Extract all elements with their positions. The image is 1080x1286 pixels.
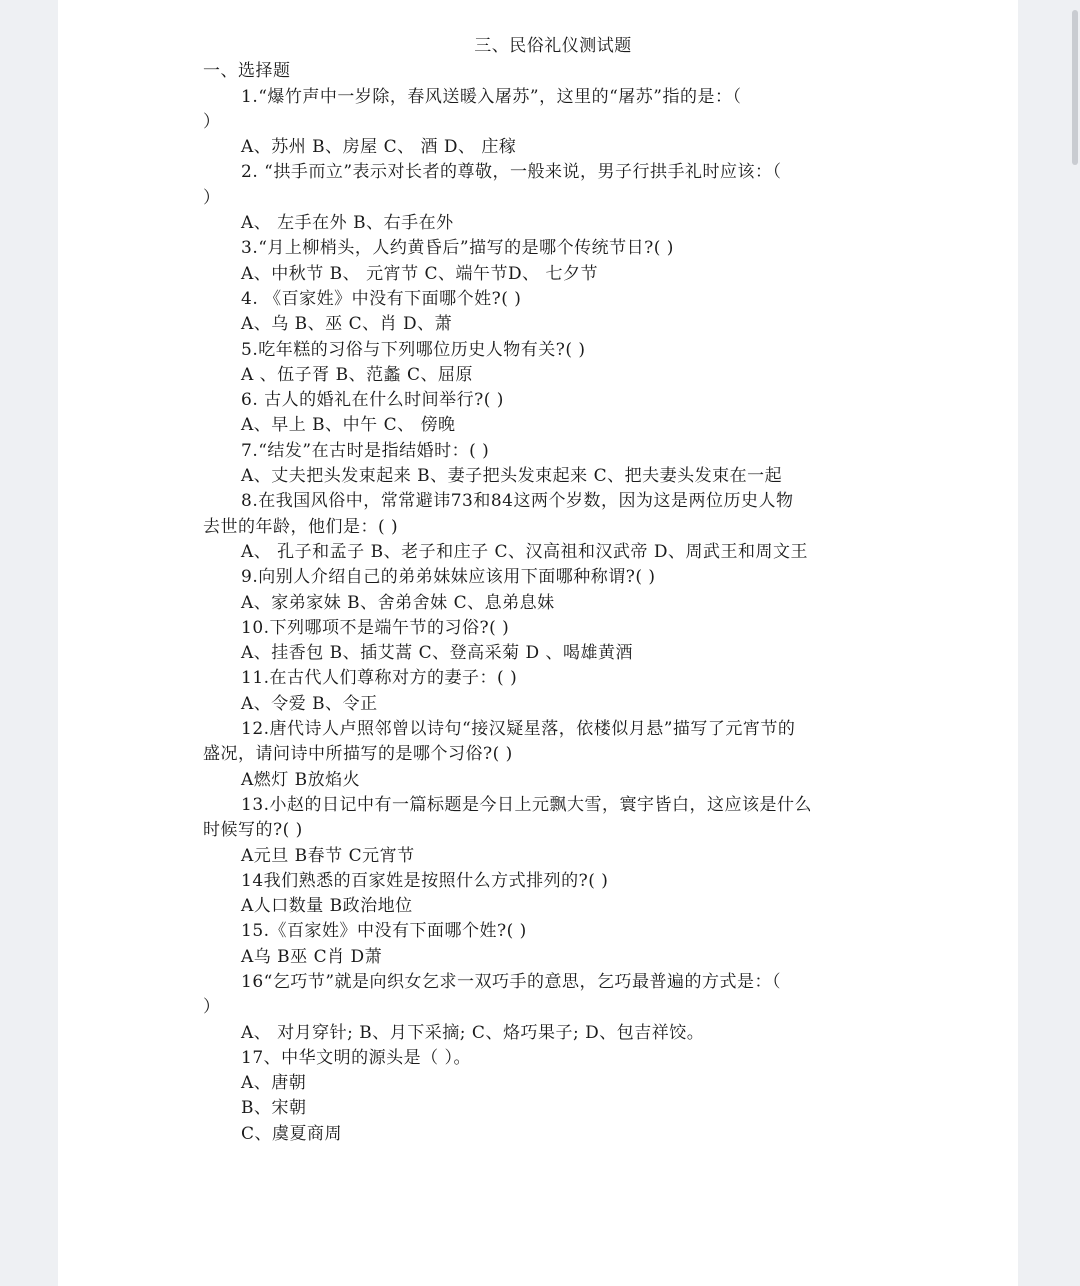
document-line: A、丈夫把头发束起来 B、妻子把头发束起来 C、把夫妻头发束在一起: [241, 466, 783, 487]
document-line: 16“乞巧节”就是向织女乞求一双巧手的意思，乞巧最普遍的方式是：（: [241, 971, 782, 992]
document-line: 时候写的?( ): [203, 820, 303, 841]
document-line: 3.“月上柳梢头，人约黄昏后”描写的是哪个传统节日?( ): [241, 238, 674, 259]
page-title: 三、民俗礼仪测试题: [474, 36, 632, 56]
document-line: A乌 B巫 C肖 D萧: [241, 946, 383, 967]
document-line: A、中秋节 B、 元宵节 C、端午节D、 七夕节: [241, 263, 599, 284]
document-line: 9.向别人介绍自己的弟弟妹妹应该用下面哪种称谓?( ): [241, 567, 656, 588]
document-line: A人口数量 B政治地位: [241, 896, 413, 917]
document-line: 6. 古人的婚礼在什么时间举行?( ): [241, 390, 504, 411]
document-line: 去世的年龄，他们是：( ): [203, 516, 399, 537]
document-page: [58, 0, 1018, 1286]
document-line: 10.下列哪项不是端午节的习俗?( ): [241, 617, 510, 638]
document-line: ）: [203, 111, 221, 132]
document-line: A、令爱 B、令正: [241, 693, 378, 714]
document-line: B、宋朝: [241, 1098, 307, 1119]
document-line: 14我们熟悉的百家姓是按照什么方式排列的?( ): [241, 870, 609, 891]
document-line: 8.在我国风俗中，常常避讳73和84这两个岁数，因为这是两位历史人物: [241, 491, 794, 512]
document-line: A元旦 B春节 C元宵节: [241, 845, 415, 866]
document-line: 7.“结发”在古时是指结婚时：( ): [241, 440, 490, 461]
section-heading: 一、选择题: [203, 61, 291, 82]
document-line: 17、中华文明的源头是（ ）。: [241, 1047, 472, 1068]
document-line: A、家弟家妹 B、舍弟舍妹 C、息弟息妹: [241, 592, 555, 613]
vertical-scrollbar[interactable]: [1072, 10, 1078, 165]
document-line: 11.在古代人们尊称对方的妻子：( ): [241, 668, 518, 689]
question-list: [203, 85, 903, 1147]
document-line: 1.“爆竹声中一岁除，春风送暖入屠苏”，这里的“屠苏”指的是：（: [241, 86, 742, 107]
document-line: A、 左手在外 B、右手在外: [241, 213, 454, 234]
document-line: 2. “拱手而立”表示对长者的尊敬，一般来说，男子行拱手礼时应该：（: [241, 162, 782, 183]
document-line: A、唐朝: [241, 1073, 307, 1094]
document-line: A、挂香包 B、插艾蒿 C、登高采菊 D 、喝雄黄酒: [241, 643, 634, 664]
document-line: 5.吃年糕的习俗与下列哪位历史人物有关?( ): [241, 339, 586, 360]
document-line: ）: [203, 187, 221, 208]
document-line: 15.《百家姓》中没有下面哪个姓?( ): [241, 921, 527, 942]
document-line: A、 孔子和孟子 B、老子和庄子 C、汉高祖和汉武帝 D、周武王和周文王: [241, 541, 809, 562]
document-line: A 、伍子胥 B、范蠡 C、屈原: [241, 364, 473, 385]
document-line: A、苏州 B、房屋 C、 酒 D、 庄稼: [241, 137, 517, 158]
document-line: 13.小赵的日记中有一篇标题是今日上元飘大雪，寰宇皆白，这应该是什么: [241, 794, 813, 815]
document-line: 4. 《百家姓》中没有下面哪个姓?( ): [241, 288, 522, 309]
document-line: A、 对月穿针; B、月下采摘; C、烙巧果子; D、包吉祥饺。: [241, 1022, 705, 1043]
document-line: A燃灯 B放焰火: [241, 769, 361, 790]
document-line: 12.唐代诗人卢照邻曾以诗句“接汉疑星落，依楼似月悬”描写了元宵节的: [241, 719, 796, 740]
document-line: A、乌 B、巫 C、肖 D、萧: [241, 314, 453, 335]
document-line: C、虞夏商周: [241, 1123, 343, 1144]
document-content: [203, 34, 903, 1147]
document-line: 盛况，请问诗中所描写的是哪个习俗?( ): [203, 744, 513, 765]
document-line: ）: [203, 997, 221, 1018]
document-line: A、早上 B、中午 C、 傍晚: [241, 415, 456, 436]
